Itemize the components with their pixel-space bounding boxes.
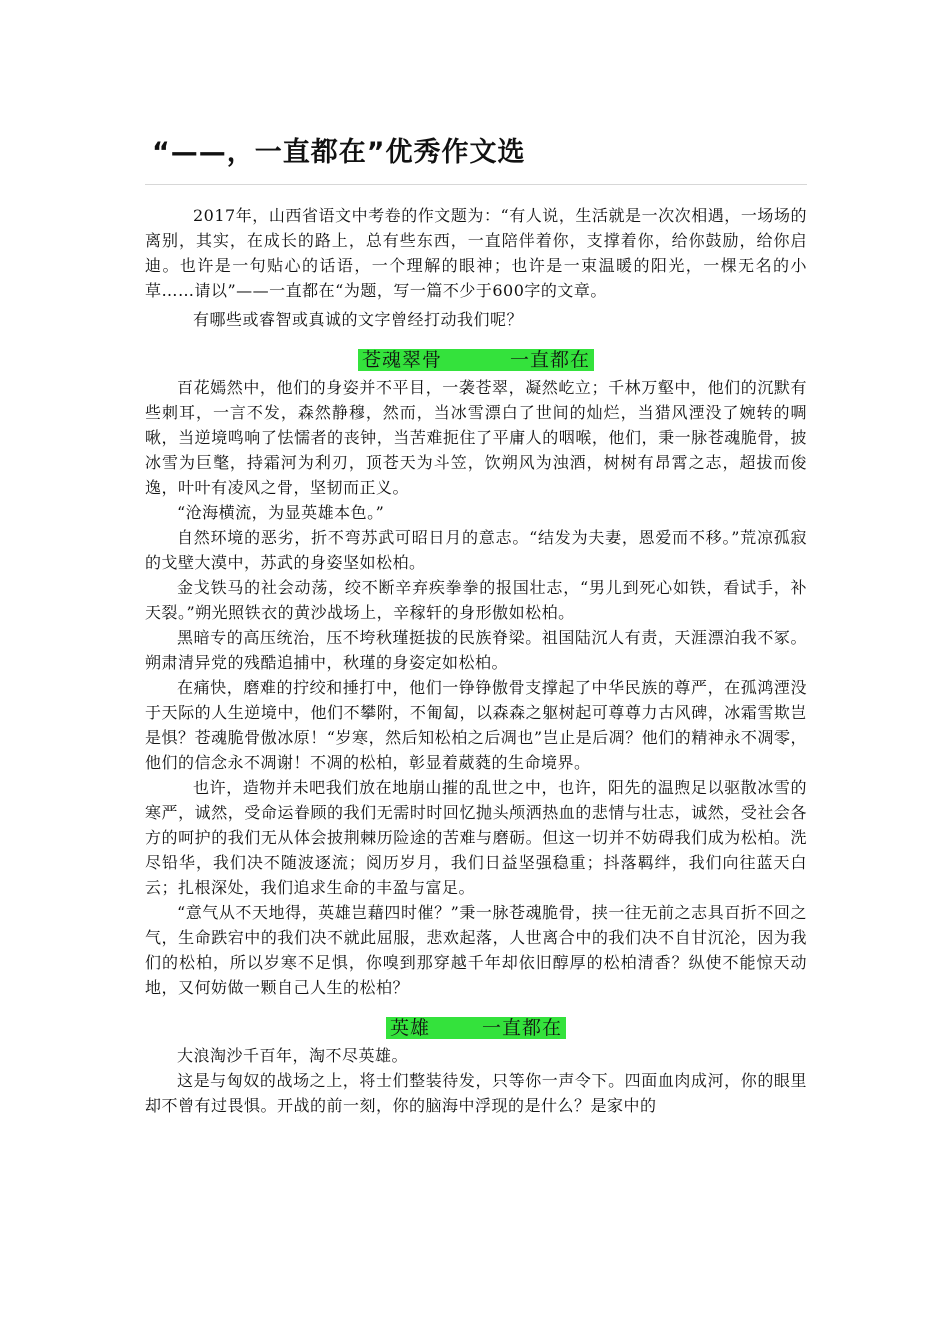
essay1-paragraph: 自然环境的恶劣，折不弯苏武可昭日月的意志。“结发为夫妻，恩爱而不移。”荒凉孤寂的戈壁大漠中，苏武的身姿坚如松柏。 (145, 528, 807, 572)
essay1-paragraph: 也许，造物并未吧我们放在地崩山摧的乱世之中，也许，阳先的温煦足以驱散冰雪的寒严，诚然，受命运眷顾的我们无需时时回忆抛头颅洒热血的悲情与壮志，诚然，受社会各方的呵护的我们无从体会披荆棘历险途的苦难与磨砺。但这一切并不妨碍我们成为松柏。洗尽铅华，我们决不随波逐流；阅历岁月，我们日益坚强稳重；抖落羁绊，我们向往蓝天白云；扎根深处，我们追求生命的丰盈与富足。 (145, 778, 807, 897)
essay1-paragraph: 黑暗专的高压统治，压不垮秋瑾挺拔的民族脊梁。祖国陆沉人有责，天涯漂泊我不冢。朔肃清异党的残酷追捕中，秋瑾的身姿定如松柏。 (145, 628, 807, 672)
essay1-paragraph: “意气从不天地得，英雄岂藉四时催？”秉一脉苍魂脆骨，挟一往无前之志具百折不回之气，生命跌宕中的我们决不就此屈服，悲欢起落，人世离合中的我们决不自甘沉沦，因为我们的松柏，所以岁寒不足惧，你嗅到那穿越千年却依旧醇厚的松柏清香？纵使不能惊天动地，又何妨做一颗自己人生的松柏？ (145, 903, 807, 997)
intro-paragraph: 2017年，山西省语文中考卷的作文题为：“有人说，生活就是一次次相遇，一场场的离别，其实，在成长的路上，总有些东西，一直陪伴着你，支撑着你，给你鼓励，给你启迪。也许是一句贴心的话语，一个理解的眼神；也许是一束温暖的阳光，一棵无名的小草……请以”——一直都在“为题，写一篇不少于600字的文章。 (145, 206, 807, 300)
page-title: “——，一直都在”优秀作文选 (152, 137, 526, 168)
essay2-heading-b: 一直都在 (482, 1017, 563, 1039)
article-body (145, 203, 807, 1118)
essay2-paragraph: 大浪淘沙千百年，淘不尽英雄。 (177, 1046, 409, 1065)
essay2-heading-a: 英雄 (389, 1017, 430, 1039)
essay1-paragraph: 金戈铁马的社会动荡，绞不断辛弃疾拳拳的报国壮志，“男儿到死心如铁，看试手，补天裂。”朔光照铁衣的黄沙战场上，辛稼轩的身形傲如松柏。 (145, 578, 807, 622)
essay1-paragraph: 在痛快，磨难的拧绞和捶打中，他们一铮铮傲骨支撑起了中华民族的尊严，在孤鸿湮没于天际的人生逆境中，他们不攀附，不匍匐，以森森之躯树起可尊尊力古风碑，冰霜雪欺岂是惧？苍魂脆骨傲冰原！“岁寒，然后知松柏之后凋也”岂止是后凋？他们的精神永不凋零，他们的信念永不凋谢！不凋的松柏，彰显着葳蕤的生命境界。 (145, 678, 807, 772)
essay1-heading (145, 346, 807, 375)
essay1-heading-b: 一直都在 (510, 349, 591, 371)
essay2-paragraph: 这是与匈奴的战场之上，将士们整装待发，只等你一声令下。四面血肉成河，你的眼里却不曾有过畏惧。开战的前一刻，你的脑海中浮现的是什么？是家中的 (145, 1071, 807, 1115)
essay1-heading-a: 苍魂翠骨 (361, 349, 442, 371)
essay1-paragraph: 百花嫣然中，他们的身姿并不平目，一袭苍翠，凝然屹立；千林万壑中，他们的沉默有些刺耳，一言不发，森然静穆，然而，当冰雪漂白了世间的灿烂，当猎风湮没了婉转的啁啾，当逆境鸣响了怯懦者的丧钟，当苦难扼住了平庸人的咽喉，他们，秉一脉苍魂脆骨，披冰雪为巨氅，持霜河为利刃，顶苍天为斗笠，饮朔风为浊酒，树树有昂霄之志，超拔而俊逸，叶叶有凌风之骨，坚韧而正义。 (145, 378, 807, 497)
essay2-heading (145, 1014, 807, 1043)
title-divider (145, 184, 807, 185)
essay1-paragraph: “沧海横流，为显英雄本色。” (177, 503, 385, 522)
intro-question: 有哪些或睿智或真诚的文字曾经打动我们呢？ (193, 310, 524, 329)
